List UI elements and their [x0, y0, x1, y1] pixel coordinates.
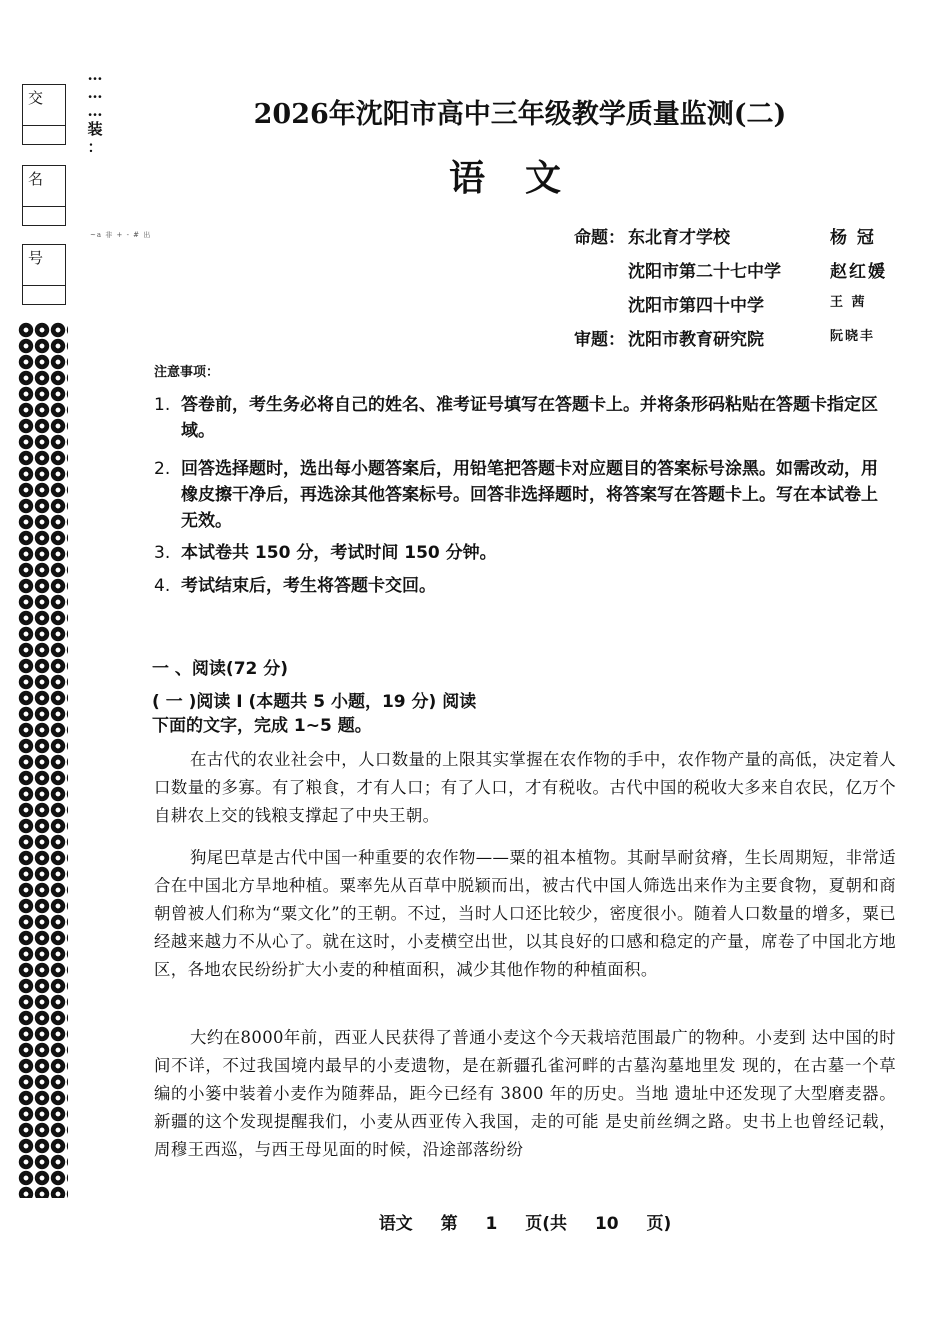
credit-name: 赵红媛 — [830, 262, 887, 282]
note-number: 2. — [154, 459, 171, 479]
credit-school: 沈阳市教育研究院 — [628, 330, 764, 350]
credit-role: 命题： — [574, 228, 625, 248]
credit-row — [574, 223, 914, 257]
binding-tiny-note: ~a 非 + - # 出 — [90, 231, 152, 239]
note-text: 考试结束后，考生将答题卡交回。 — [181, 576, 436, 596]
note-text: 答卷前，考生务必将自己的姓名、准考证号填写在答题卡上。并将条形码粘贴在答题卡指定区域。 — [181, 395, 878, 441]
reading-paragraph: 在古代的农业社会中，人口数量的上限其实掌握在农作物的手中，农作物产量的高低，决定着人口数量的多寡。有了粮食，才有人口；有了人口，才有税收。古代中国的税收大多来自农民，亿万个自耕农上交的钱粮支撑起了中央王朝。 — [154, 750, 896, 825]
credit-row — [574, 291, 914, 325]
reading-paragraph: 大约在8000年前，西亚人民获得了普通小麦这个今天栽培范围最广的物种。小麦到 达中国的时间不详，不过我国境内最早的小麦遗物，是在新疆孔雀河畔的古墓沟墓地里发 现的，在古墓一个草编的小篓中装着小麦作为随葬品，距今已经有 3800 年的历史。当地 遗址中还发现了大型磨麦器。新疆的这个发现提醒我们，小麦从西亚传入我国，走的可能 是史前丝绸之路。史书上也曾经记载，周穆王西巡，与西王母见面的时候，沿途部落纷纷 — [154, 1028, 896, 1159]
note-number: 4. — [154, 576, 171, 596]
note-text: 本试卷共 150 分，考试时间 150 分钟。 — [181, 543, 497, 563]
credit-school: 沈阳市第二十七中学 — [628, 262, 781, 282]
notes-heading: 注意事项： — [154, 365, 220, 380]
credit-name: 杨 冠 — [830, 228, 876, 248]
binding-dots: … … … 装 ： — [87, 66, 103, 156]
note-item — [154, 456, 894, 534]
credit-row — [574, 257, 914, 291]
credit-school: 东北育才学校 — [628, 228, 730, 248]
seat-label: 交 — [28, 89, 44, 107]
seat-blank — [23, 285, 65, 304]
note-number: 3. — [154, 543, 171, 563]
credits-block — [574, 223, 914, 359]
note-item — [154, 573, 894, 599]
seat-box-3 — [22, 244, 66, 305]
credit-row — [574, 325, 914, 359]
reading-paragraph: 狗尾巴草是古代中国一种重要的农作物——粟的祖本植物。其耐旱耐贫瘠，生长周期短，非常适合在中国北方旱地种植。粟率先从百草中脱颖而出，被古代中国人筛选出来作为主要食物，夏朝和商朝曾被人们称为“粟文化”的王朝。不过，当时人口还比较少，密度很小。随着人口数量的增多，粟已经越来越力不从心了。就在这时，小麦横空出世，以其良好的口感和稳定的产量，席卷了中国北方地区，各地农民纷纷扩大小麦的种植面积，减少其他作物的种植面积。 — [154, 848, 896, 979]
note-number: 1. — [154, 395, 171, 415]
gear-border-strip — [18, 322, 68, 1198]
section-heading: 一 、阅读(72 分) — [152, 659, 289, 679]
subsection-heading: ( 一 )阅读 Ⅰ (本题共 5 小题，19 分) 阅读下面的文字，完成 1~5 题。 — [152, 692, 477, 736]
seat-blank — [23, 206, 65, 225]
note-text: 回答选择题时，选出每小题答案后，用铅笔把答题卡对应题目的答案标号涂黑。如需改动，用橡皮擦干净后，再选涂其他答案标号。回答非选择题时，将答案写在答题卡上。写在本试卷上无效。 — [181, 459, 878, 531]
note-item — [154, 540, 894, 566]
note-item — [154, 392, 894, 444]
seat-label: 名 — [28, 170, 44, 188]
credit-school: 沈阳市第四十中学 — [628, 296, 764, 316]
credit-name: 王 茜 — [830, 295, 867, 310]
credit-role: 审题： — [574, 330, 625, 350]
seat-label: 号 — [28, 249, 44, 267]
exam-title: 2026年沈阳市高中三年级教学质量监测(二) — [253, 99, 787, 130]
page-footer: 语文 第 1 页(共 10 页) — [378, 1214, 672, 1234]
subject-title: 语文 — [448, 158, 601, 199]
credit-name: 阮晓丰 — [830, 329, 876, 344]
